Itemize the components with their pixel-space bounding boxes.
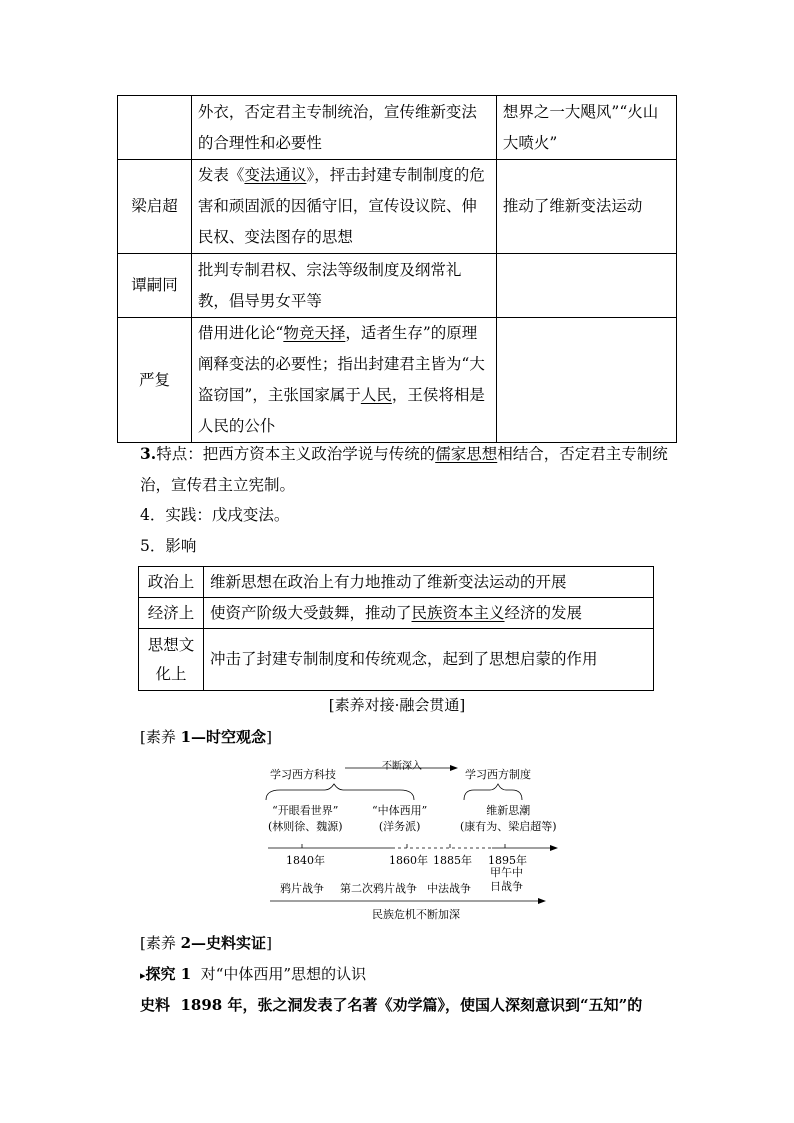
timeline-group-3 <box>460 802 557 834</box>
thinker-impact: 推动了维新变法运动 <box>496 160 676 254</box>
underlined-term: 民族资本主义 <box>411 603 505 622</box>
text-segment: ] <box>266 934 272 952</box>
underlined-term: 物竞天择 <box>283 324 346 342</box>
heading-bold: 2—史料实证 <box>180 934 267 952</box>
heading-bold: 探究 1 <box>145 965 192 983</box>
impact-label: 思想文化上 <box>139 629 204 691</box>
underlined-term: 变法通议 <box>244 166 307 184</box>
text-segment: [素养 <box>140 728 181 746</box>
group-sub: (林则徐、魏源) <box>268 820 343 833</box>
table-row <box>118 96 677 160</box>
thinker-impact <box>496 318 676 443</box>
timeline-arrow-label: 不断深入 <box>382 761 422 772</box>
literacy-2-heading <box>140 932 272 953</box>
table-row <box>118 318 677 443</box>
group-title: “中体西用” <box>372 804 428 817</box>
thinkers-table <box>117 95 677 443</box>
impact-label: 政治上 <box>139 567 204 598</box>
year-extra-line: 日战争 <box>490 880 523 893</box>
text-segment: ，王侯将相是人民的公仆 <box>197 386 485 435</box>
war-label: 第二次鸦片战争 <box>340 882 417 895</box>
section-title: [素养对接·融会贯通] <box>328 696 466 714</box>
timeline-top-left: 学习西方科技 <box>270 768 336 781</box>
source-text: 1898 年，张之洞发表了名著《劝学篇》，使国人深刻意识到“五知”的 <box>180 996 643 1014</box>
year-label: 1840年 <box>286 854 325 867</box>
timeline-top-right: 学习西方制度 <box>465 768 531 781</box>
text-segment: 特点：把西方资本主义政治学说与传统的 <box>156 445 436 463</box>
table-row <box>139 567 654 598</box>
text-segment: ] <box>266 728 272 746</box>
timeline-group-2 <box>372 802 427 834</box>
thinker-content: 批判专制君权、宗法等级制度及纲常礼教，倡导男女平等 <box>191 254 496 318</box>
year-label: 1860年 <box>389 854 428 867</box>
year-extra <box>490 866 523 894</box>
year-extra-line: 甲午中 <box>490 866 523 879</box>
group-sub: (康有为、梁启超等) <box>460 820 557 833</box>
timeline-bottom-label: 民族危机不断加深 <box>372 908 460 921</box>
table-row <box>118 254 677 318</box>
source-paragraph <box>140 994 685 1015</box>
explore-1-heading <box>140 963 366 984</box>
heading-bold: 1—时空观念 <box>180 728 267 746</box>
impact-value: 冲击了封建专制制度和传统观念，起到了思想启蒙的作用 <box>204 629 654 691</box>
text-segment: ，适者生存”的原理阐释变法的必要性；指出封建君主皆为“大盗窃国”，主张国家属于 <box>197 324 485 404</box>
text-segment: 相结合，否定君主专制统治，宣传君主立宪制。 <box>140 445 668 494</box>
source-label: 史料 <box>140 996 171 1014</box>
text-segment: 对“中体西用”思想的认识 <box>200 965 367 983</box>
underlined-term: 儒家思想 <box>435 445 498 463</box>
text-segment: 借用进化论“ <box>197 324 284 342</box>
group-title: “开眼看世界” <box>272 804 339 817</box>
literacy-1-heading <box>140 726 272 747</box>
impact-table <box>138 566 654 691</box>
thinker-content <box>191 160 496 254</box>
underlined-term: 人民 <box>360 386 392 404</box>
triangle-marker-icon: ▸ <box>140 969 146 982</box>
thinker-name <box>118 96 192 160</box>
group-title: 维新思潮 <box>486 804 531 817</box>
impact-label: 经济上 <box>139 598 204 629</box>
timeline-group-1 <box>268 802 343 834</box>
thinker-impact: 想界之一大飓风”“火山大喷火” <box>496 96 676 160</box>
text-segment: 经济的发展 <box>504 603 583 622</box>
point-4: 4．实践：戊戌变法。 <box>140 506 290 524</box>
thinker-content <box>191 318 496 443</box>
year-label: 1895年 <box>488 854 527 867</box>
table-row <box>139 629 654 691</box>
thinker-name: 梁启超 <box>118 160 192 254</box>
table-row <box>118 160 677 254</box>
thinker-impact <box>496 254 676 318</box>
point-number: 3. <box>140 444 157 463</box>
thinker-name: 谭嗣同 <box>118 254 192 318</box>
impact-value: 维新思想在政治上有力地推动了维新变法运动的开展 <box>204 567 654 598</box>
year-label: 1885年 <box>433 854 472 867</box>
text-segment: 使资产阶级大受鼓舞，推动了 <box>210 603 412 622</box>
point-3 <box>140 438 682 501</box>
thinker-name: 严复 <box>118 318 192 443</box>
impact-value <box>204 598 654 629</box>
war-label: 鸦片战争 <box>280 882 324 895</box>
table-row <box>139 598 654 629</box>
group-sub: (洋务派) <box>378 820 421 833</box>
text-segment: [素养 <box>140 934 181 952</box>
thinker-content: 外衣，否定君主专制统治，宣传维新变法的合理性和必要性 <box>191 96 496 160</box>
war-label: 中法战争 <box>427 882 471 895</box>
text-segment: 》，抨击封建专制制度的危害和顽固派的因循守旧，宣传设议院、伸民权、变法图存的思想 <box>197 166 485 246</box>
text-segment: 发表《 <box>197 166 245 184</box>
point-5: 5．影响 <box>140 537 197 555</box>
